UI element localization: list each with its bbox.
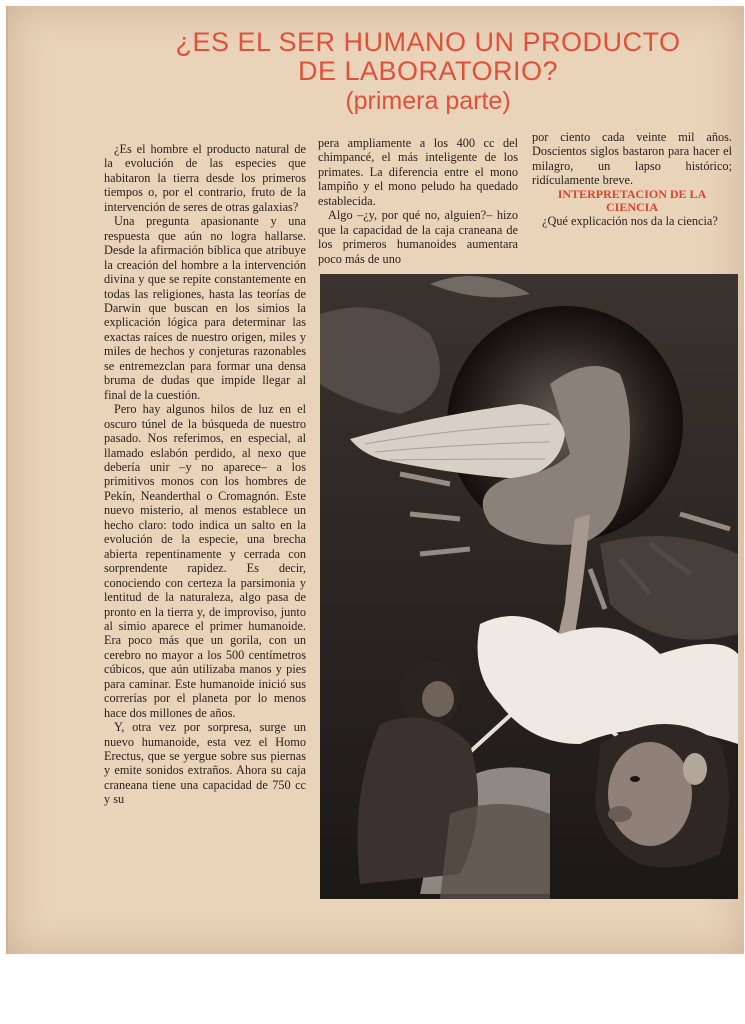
- text-column-3: [532, 130, 732, 228]
- title-line-1: ¿ES EL SER HUMANO UN PRODUCTO: [175, 27, 681, 57]
- text-column-2: [318, 136, 518, 266]
- paragraph: ¿Qué explicación nos da la ciencia?: [542, 213, 718, 228]
- paragraph: Y, otra vez por sorpresa, surge un nuevo humanoide, esta vez el Homo Erectus, que se yergue sobre sus piernas y emite sonidos extraños. Ahora su caja craneana tiene una capacidad de 750 cc y su: [104, 720, 306, 807]
- rocky-ground: [440, 804, 550, 899]
- paragraph: pera ampliamente a los 400 cc del chimpancé, el más inteligente de los primates. La diferencia entre el mono lampiño y el mono peludo ha quedado establecida.: [318, 136, 518, 208]
- text-column-1: [104, 142, 306, 807]
- illustration: [320, 274, 738, 899]
- title-subtitle: (primera parte): [345, 87, 511, 116]
- paragraph: Algo –¿y, por qué no, alguien?– hizo que la capacidad de la caja craneana de los primeros humanoides aumentara poco más de uno: [318, 208, 518, 266]
- paragraph: Pero hay algunos hilos de luz en el oscuro túnel de la búsqueda de nuestro pasado. Nos referimos, en especial, al llamado eslabón perdido, al nexo que debería unir –y no aparece– a los primitivos monos con los hombres de Pekín, Neanderthal o Cromagnón. Este nuevo misterio, al menos establece un hecho claro: todo indica un salto en la evolución de la especie, una brecha abierta repentinamente y cerrada con sorprendente rapidez. Es decir, conociendo con certeza la parsimonia y lentitud de la naturaleza, algo pasa de pronto en la tierra y, de improviso, junto al simio aparece el primer humanoide. Era poco más que un gorila, con un cerebro no mayor a los 500 centímetros cúbicos, que aún utilizaba manos y pies para caminar. Este humanoide inició sus correrías por el planeta por lo menos hace dos millones de años.: [104, 402, 306, 720]
- article-title: [118, 28, 738, 115]
- paragraph: ¿Es el hombre el producto natural de la evolución de las especies que habitaron la tierra desde los primeros tiempos o, por el contrario, fruto de la intervención de seres de otras galaxias?: [104, 142, 306, 214]
- paragraph: Una pregunta apasionante y una respuesta que aún no logra hallarse. Desde la afirmación bíblica que atribuye la creación del hombre a la intervención divina y que se repite constantemente en todas las religiones, hasta las teorías de Darwin que buscan en los simios la explicación lógica para determinar las exactas raíces de nuestro origen, miles y miles de hechos y conjeturas razonables se entremezclan para formar una densa bruma de dudas que impide llegar al final de la cuestión.: [104, 214, 306, 402]
- section-subheading: INTERPRETACION DE LA CIENCIA: [557, 186, 707, 214]
- title-line-2: DE LABORATORIO?: [297, 56, 559, 87]
- paragraph: por ciento cada veinte mil años. Doscientos siglos bastaron para hacer el milagro, un lapso histórico; ridículamente breve.: [532, 130, 732, 188]
- ape-face-right: [595, 724, 729, 867]
- magazine-page: [6, 6, 744, 954]
